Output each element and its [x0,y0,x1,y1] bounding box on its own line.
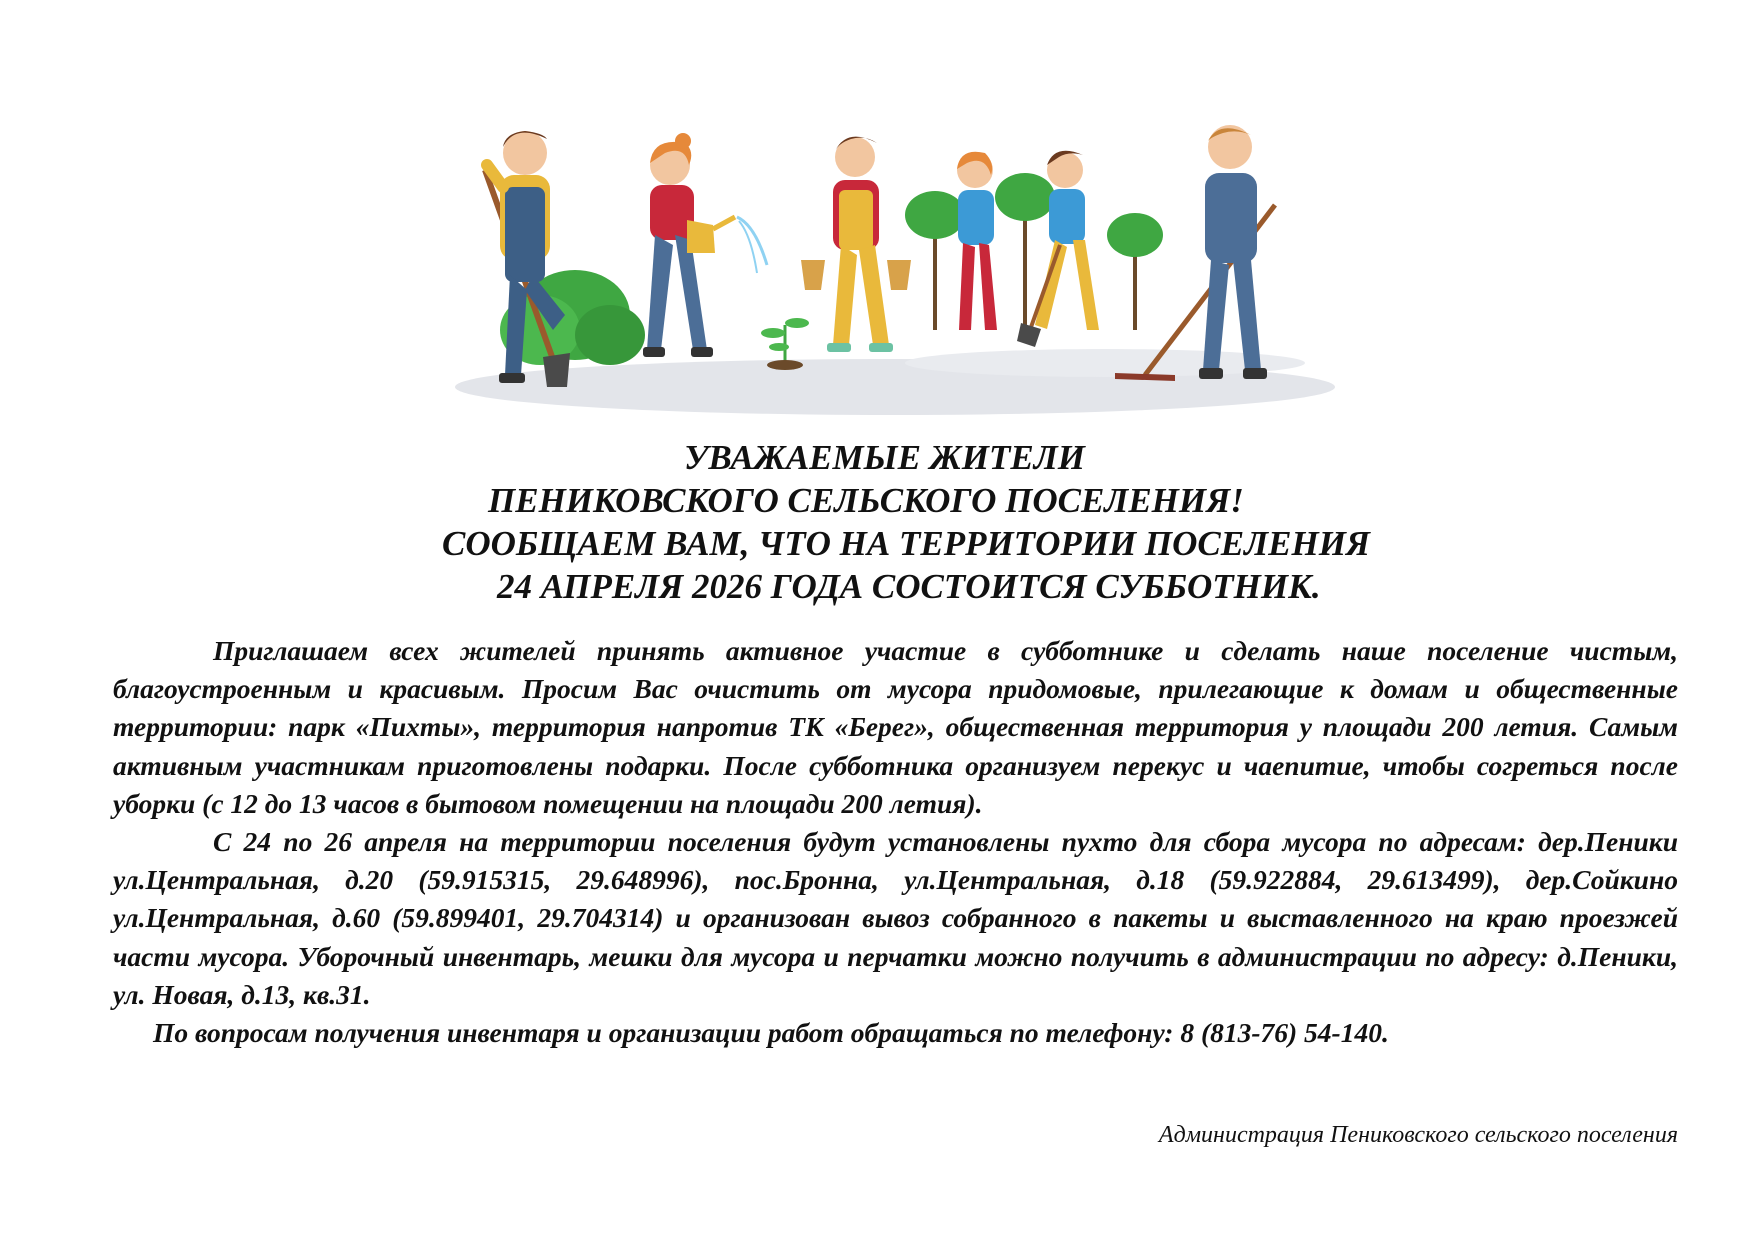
tree-icon [905,191,965,330]
heading-line: 24 АПРЕЛЯ 2026 ГОДА СОСТОИТСЯ СУББОТНИК. [497,567,1321,606]
announcement-body [113,632,1678,1052]
contact-paragraph: По вопросам получения инвентаря и организации работ обращаться по телефону: 8 (813-76) 54-140. [153,1017,1389,1049]
invitation-paragraph: Приглашаем всех жителей принять активное участие в субботнике и сделать наше поселение чистым, благоустроенным и красивым. Просим Вас очистить от мусора придомовые, прилегающие к домам и общественные территории: парк «Пихты», территория напротив ТК «Берег», общественная территория у площади 200 летия. Самым активным участникам приготовлены подарки. После субботника организуем перекус и чаепитие, чтобы согреться после уборки (с 12 до 13 часов в бытовом помещении на площади 200 летия). [113,635,1678,819]
heading-line: УВАЖАЕМЫЕ ЖИТЕЛИ [684,438,1085,477]
signature: Администрация Пениковского сельского поселения [1158,1122,1678,1148]
heading-line: СООБЩАЕМ ВАМ, ЧТО НА ТЕРРИТОРИИ ПОСЕЛЕНИЯ [442,524,1371,563]
volunteers-cleanup-illustration [455,125,1335,430]
person-watering-icon [643,133,767,357]
person-buckets-icon [801,137,911,352]
garbage-collection-paragraph: С 24 по 26 апреля на территории поселения будут установлены пухто для сбора мусора по адресам: дер.Пеники ул.Центральная, д.20 (59.915315, 29.648996), пос.Бронна, ул.Центральная, д.18 (59.922884, 29.613499), дер.Сойкино ул.Центральная, д.60 (59.899401, 29.704314) и организован вывоз собранного в пакеты и выставленного на краю проезжей части мусора. Уборочный инвентарь, мешки для мусора и перчатки можно получить в администрации по адресу: д.Пеники, ул. Новая, д.13, кв.31. [113,826,1678,1010]
tree-icon [1107,213,1163,330]
heading-line: ПЕНИКОВСКОГО СЕЛЬСКОГО ПОСЕЛЕНИЯ! [488,481,1244,520]
person-girl-icon [957,152,997,330]
